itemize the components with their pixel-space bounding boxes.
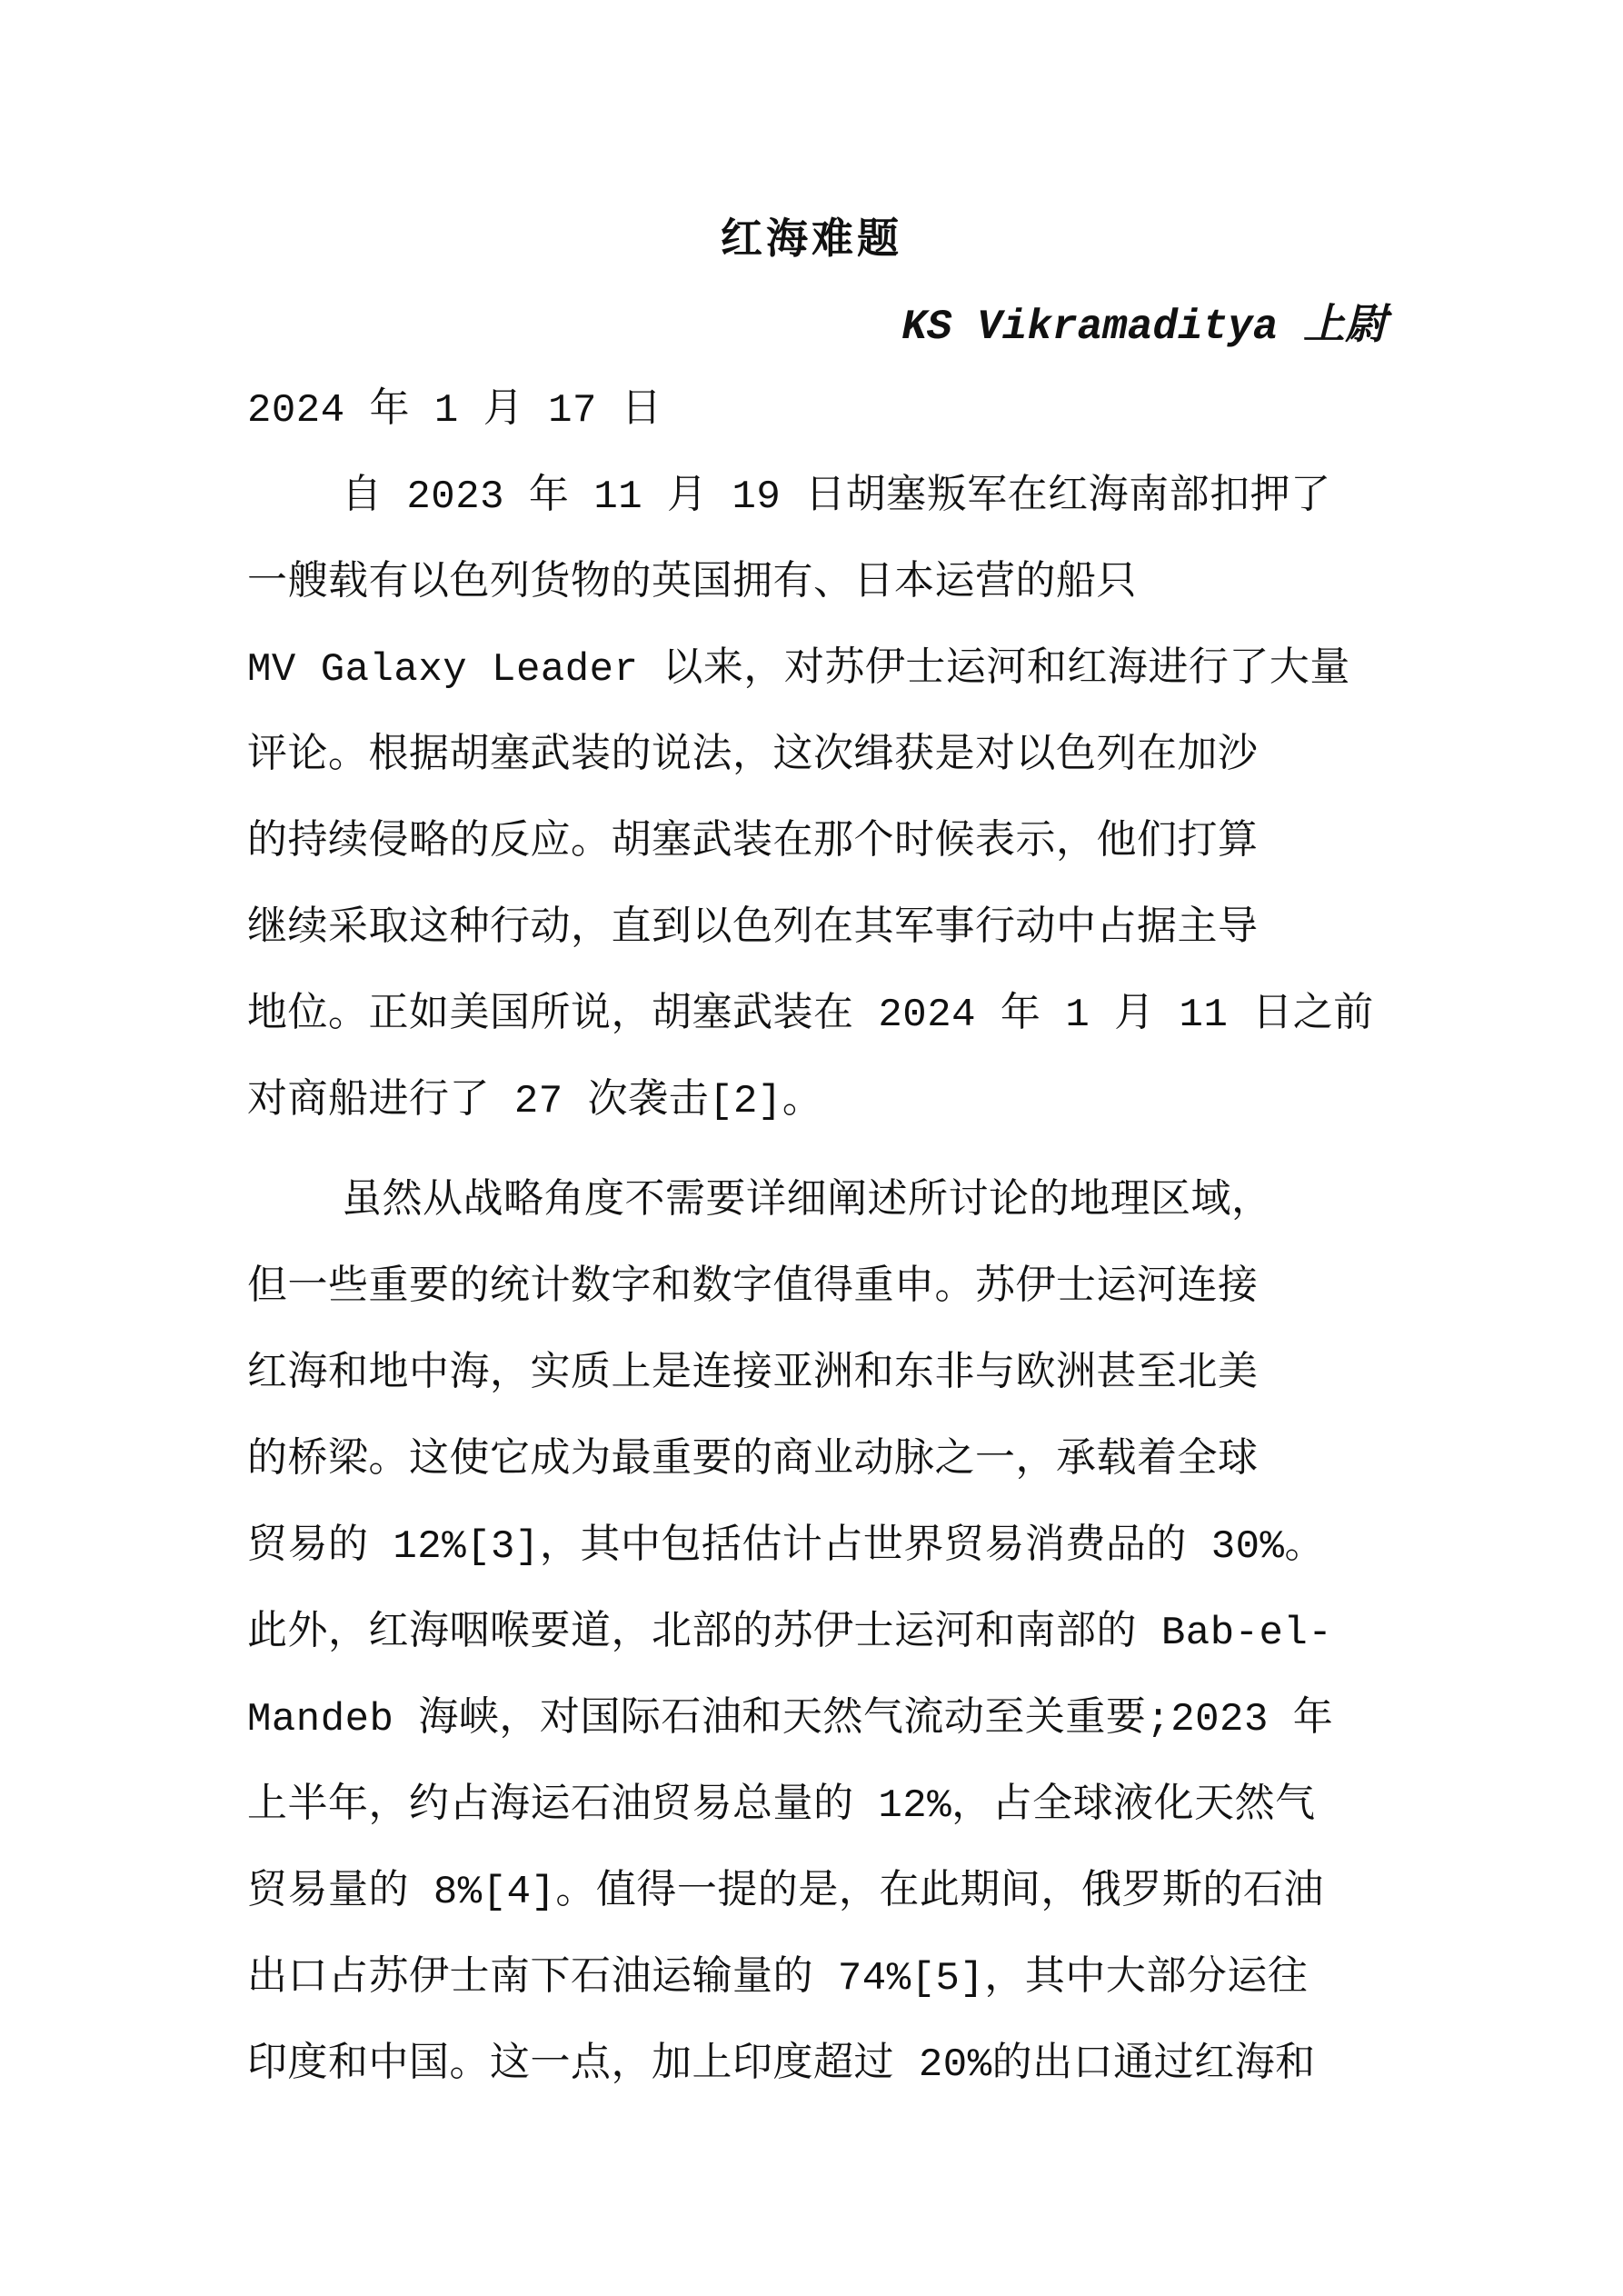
paragraph-line: 继续采取这种行动，直到以色列在其军事行动中占据主导: [247, 906, 1259, 952]
paragraph-line: 评论。根据胡塞武装的说法，这次缉获是对以色列在加沙: [247, 734, 1259, 779]
paragraph-line: 印度和中国。这一点，加上印度超过 20%的出口通过红海和: [247, 2042, 1316, 2088]
paragraph-line: MV Galaxy Leader 以来，对苏伊士运河和红海进行了大量: [247, 647, 1350, 693]
paragraph-line: 一艘载有以色列货物的英国拥有、日本运营的船只: [247, 561, 1137, 606]
paragraph-line: 贸易量的 8%[4]。值得一提的是，在此期间，俄罗斯的石油: [247, 1870, 1324, 1915]
paragraph-line: 自 2023 年 11 月 19 日胡塞叛军在红海南部扣押了: [342, 474, 1331, 520]
paragraph-line: 上半年，约占海运石油贸易总量的 12%，占全球液化天然气: [247, 1783, 1316, 1829]
paragraph-line: 地位。正如美国所说，胡塞武装在 2024 年 1 月 11 日之前: [247, 993, 1374, 1038]
paragraph-line: 但一些重要的统计数字和数字值得重申。苏伊士运河连接: [247, 1265, 1259, 1311]
paragraph-line: 贸易的 12%[3]，其中包括估计占世界贸易消费品的 30%。: [247, 1524, 1325, 1570]
paragraph-line: 出口占苏伊士南下石油运输量的 74%[5]，其中大部分运往: [247, 1956, 1309, 2002]
paragraph-line: 虽然从战略角度不需要详细阐述所讨论的地理区域，: [342, 1179, 1272, 1224]
paragraph-1: [247, 454, 1392, 1145]
author-line: KS Vikramaditya 上尉: [901, 304, 1387, 351]
paragraph-line: 的桥梁。这使它成为最重要的商业动脉之一，承载着全球: [247, 1438, 1259, 1483]
paragraph-line: 红海和地中海，实质上是连接亚洲和东非与欧洲甚至北美: [247, 1352, 1259, 1397]
document-body: [247, 368, 1392, 2109]
paragraph-line: 此外，红海咽喉要道，北部的苏伊士运河和南部的 Bab-el-: [247, 1611, 1333, 1656]
paragraph-line: Mandeb 海峡，对国际石油和天然气流动至关重要;2023 年: [247, 1697, 1334, 1742]
paragraph-line: 对商船进行了 27 次袭击[2]。: [247, 1079, 823, 1124]
date-line: 2024 年 1 月 17 日: [247, 388, 662, 434]
paragraph-2: [247, 1159, 1392, 2109]
page-title: 红海难题: [721, 214, 902, 263]
paragraph-line: 的持续侵略的反应。胡塞武装在那个时候表示，他们打算: [247, 820, 1259, 865]
